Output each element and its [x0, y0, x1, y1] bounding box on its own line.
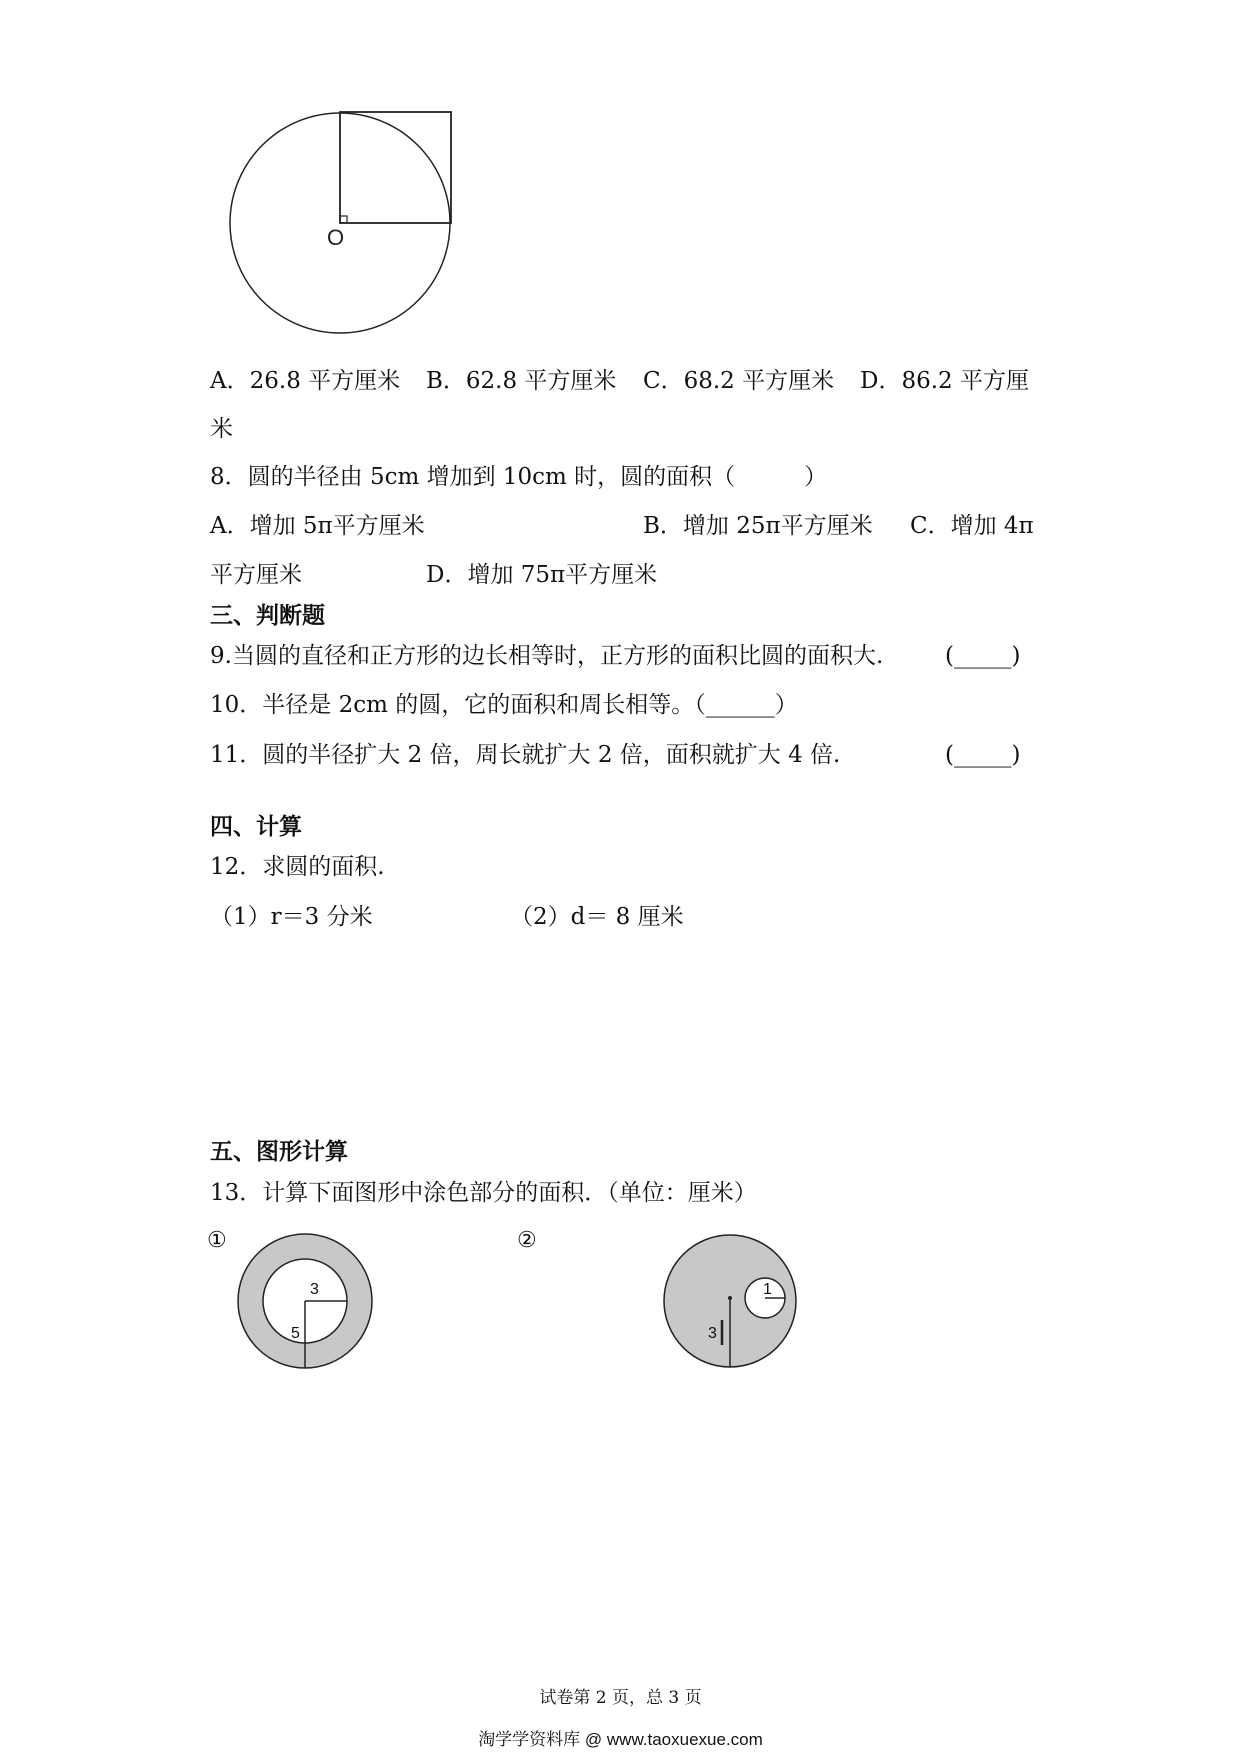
- figure-1-marker: ①: [207, 1228, 227, 1253]
- figure-1-ring: [205, 1225, 405, 1375]
- q8-option-d: D．增加 75π平方厘米: [426, 562, 658, 588]
- figure-2-circle: [515, 1225, 815, 1375]
- q12-part-1: （1）r＝3 分米: [210, 904, 373, 930]
- q11: 11．圆的半径扩大 2 倍，周长就扩大 2 倍，面积就扩大 4 倍.: [210, 742, 841, 768]
- figure-2-marker: ②: [517, 1228, 537, 1253]
- q13: 13．计算下面图形中涂色部分的面积．（单位：厘米）: [210, 1180, 757, 1206]
- inner-radius-label: 3: [310, 1281, 319, 1298]
- q7-option-a: A．26.8 平方厘米: [210, 368, 401, 394]
- right-angle-mark: [340, 216, 347, 223]
- q9: 9.当圆的直径和正方形的边长相等时，正方形的面积比圆的面积大.: [210, 643, 884, 669]
- q7-option-d: D．86.2 平方厘: [860, 368, 1029, 394]
- q11-blank: (_____): [945, 742, 1021, 768]
- section-4-heading: 四、计算: [210, 814, 302, 840]
- page-footer: 试卷第 2 页，总 3 页: [539, 1688, 702, 1708]
- q8-stem: 8．圆的半径由 5cm 增加到 10cm 时，圆的面积（ ）: [210, 464, 828, 490]
- q8-option-c: C．增加 4π: [910, 513, 1034, 539]
- q10: 10．半径是 2cm 的圆，它的面积和周长相等。（______）: [210, 692, 798, 718]
- q7-option-b: B．62.8 平方厘米: [426, 368, 617, 394]
- q8-option-c-wrap: 平方厘米: [210, 562, 302, 588]
- q8-option-b: B．增加 25π平方厘米: [643, 513, 873, 539]
- outer-radius-label: 5: [291, 1325, 300, 1342]
- q12-part-2: （2）d＝ 8 厘米: [510, 904, 684, 930]
- q12: 12．求圆的面积.: [210, 854, 385, 880]
- q7-option-d-wrap: 米: [210, 416, 233, 442]
- section-5-heading: 五、图形计算: [210, 1139, 348, 1165]
- small-radius-label: 1: [763, 1281, 772, 1298]
- q8-option-a: A．增加 5π平方厘米: [210, 513, 425, 539]
- q9-blank: (_____): [945, 643, 1021, 669]
- large-radius-label: 3: [708, 1325, 717, 1342]
- circle-square-figure: [225, 105, 465, 345]
- center-label-o: O: [327, 225, 345, 250]
- watermark-footer: 淘学学资料库 @ www.taoxuexue.com: [478, 1730, 763, 1749]
- q7-option-c: C．68.2 平方厘米: [643, 368, 835, 394]
- section-3-heading: 三、判断题: [210, 603, 325, 629]
